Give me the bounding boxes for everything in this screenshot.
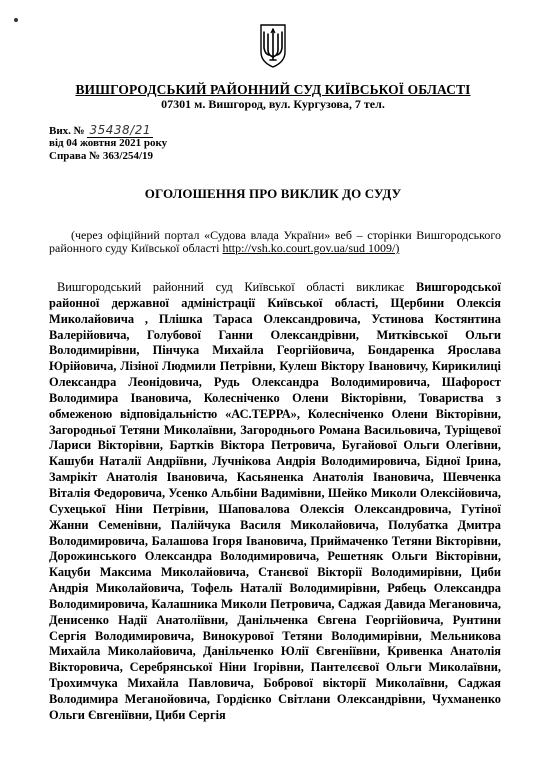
case-number: Справа № 363/254/19 [49, 149, 154, 162]
outgoing-number-label: Вих. № [49, 125, 85, 137]
court-website-link[interactable]: http://vsh.ko.court.gov.ua/sud 1009/) [222, 241, 400, 255]
document-meta [49, 124, 167, 162]
portal-note-text: (через офіційний портал «Судова влада України» веб – сторінки Вишгородського районного суду Київської області [49, 228, 501, 255]
court-name-heading: ВИШГОРОДСЬКИЙ РАЙОННИЙ СУД КИЇВСЬКОЇ ОБЛАСТІ [75, 82, 471, 97]
court-address: 07301 м. Вишгород, вул. Кургузова, 7 тел. [161, 97, 385, 111]
ukraine-trident-emblem-icon [259, 24, 287, 68]
document-date: від 04 жовтня 2021 року [49, 137, 168, 150]
summons-body [49, 280, 501, 724]
outgoing-number-line [49, 124, 167, 137]
scan-speck [14, 18, 18, 22]
summons-intro: Вишгородський районний суд Київської області викликає [57, 280, 405, 294]
outgoing-number-value: 35438/21 [89, 123, 151, 137]
summoned-parties-list: Вишгородської районної державної адміністрації Київської області, Щербини Олексія Миколайовича , Плішка Тараса Олександровича, Устинова Костянтина Валерійовича, Голубової Ганни Олександрівни, Митківської Ольги Володимирівни, Пінчука Михайла Георгійовича, Бондаренка Ярослава Юрійовича, Лізіної Людмили Петрівни, Кулеш Віктору Івановичу, Кирикилиці Олександра Леонідовича, Рудь Олександра Володимировича, Шафорост Володимира Івановича, Колесніченко Олени Вікторівни, Товариства з обмеженою відповідальністю «АС.ТЕРРА», Колесніченко Олени Вікторівни, Загородньої Тетяни Миколаївни, Загороднього Романа Васильовича, Туріщевої Лариси Вікторівни, Бартків Віктора Петровича, Бугайової Ольги Олегівни, Кашуби Наталії Андріївни, Лучнікова Андрія Володимировича, Бідної Ірина, Замрікіт Анатолія Івановича, Касьяненка Анатолія Івановича, Шевченка Віталія Федоровича, Усенко Альбіни Вадимівни, Шейко Миколи Олексійовича, Сухецької Ніни Петрівни, Шаповалова Олексія Олександровича, Гутіної Жанни Семенівни, Палійчука Василя Миколайовича, Полубатка Дмитра Володимировича, Балашова Ігоря Івановича, Приймаченко Тетяни Вікторівни, Дорожинського Олександра Володимировича, Решетняк Ольги Вікторівни, Кацуби Максима Миколайовича, Станєвої Вікторії Володимирівни, Циби Андрія Миколайовича, Тофель Наталії Володимирівни, Рябець Олександра Володимировича, Калашника Миколи Петровича, Саджая Давида Мегановича, Денисенко Надії Анатоліївни, Данільченка Євгена Георгійовича, Рунтини Сергія Володимировича, Винокурової Тетяни Володимирівни, Мельникова Михайла Миколайовича, Данільченко Юлії Євгеніївни, Кривенка Анатолія Вікторовича, Серебрянської Ніни Ігорівни, Пантелєєвої Ольги Миколаївни, Трохимчука Михайла Павловича, Бобрової вікторії Миколаївни, Саджая Володимира Меганойовича, Гордієнко Світлани Олександрівни, Чухманенко Ольги Євгеніївни, Циби Сергія [49, 280, 501, 722]
announcement-title: ОГОЛОШЕННЯ ПРО ВИКЛИК ДО СУДУ [144, 186, 402, 201]
portal-note [49, 229, 501, 255]
